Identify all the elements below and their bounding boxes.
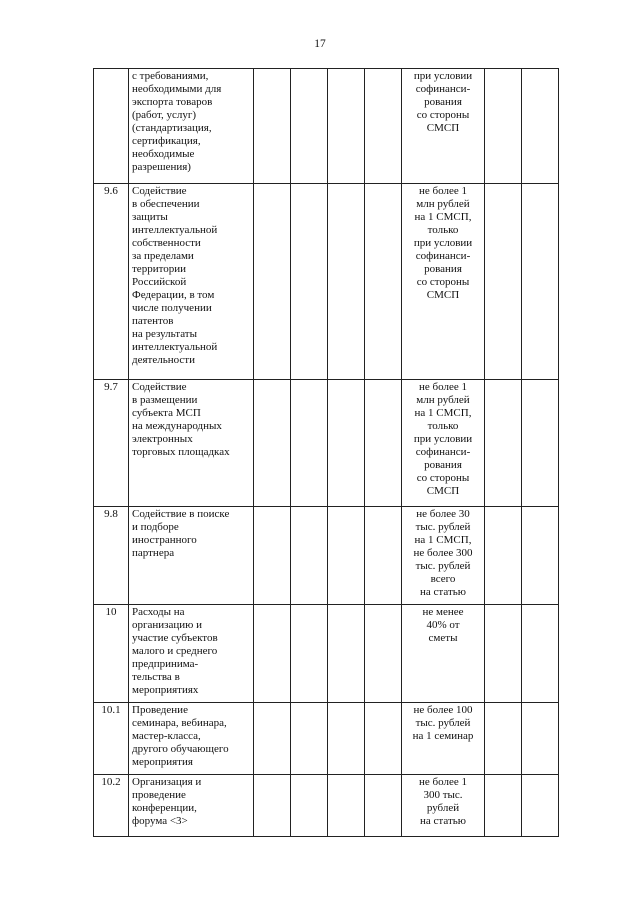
limit-line: рования <box>424 459 462 471</box>
description-line: мастер-класса, <box>132 730 201 742</box>
empty-cell <box>365 605 402 703</box>
description-line: защиты <box>132 211 168 223</box>
description-line: необходимыми для <box>132 83 222 95</box>
description-line: Организация и <box>132 776 202 788</box>
limit-line: софинанси- <box>415 250 471 262</box>
limit-cell <box>402 605 485 703</box>
description-line: Содействие <box>132 381 187 393</box>
limit-line: млн рублей <box>416 198 470 210</box>
limit-line: софинанси- <box>415 83 471 95</box>
empty-cell <box>254 380 291 507</box>
description-line: с требованиями, <box>132 70 209 82</box>
limit-line: при условии <box>413 433 473 445</box>
description-line: организацию и <box>132 619 203 631</box>
limit-line: тыс. рублей <box>415 560 471 572</box>
description-line: другого обучающего <box>132 743 229 755</box>
empty-cell <box>254 69 291 184</box>
description-line: электронных <box>132 433 193 445</box>
description-line: сертификация, <box>132 135 201 147</box>
table-row <box>94 775 559 837</box>
item-number-cell: 10.1 <box>94 703 129 775</box>
limit-line: при условии <box>413 237 473 249</box>
limit-line: СМСП <box>426 289 460 301</box>
item-number-cell: 10.2 <box>94 775 129 837</box>
description-line: в размещении <box>132 394 198 406</box>
empty-cell <box>365 69 402 184</box>
description-line: Федерации, в том <box>132 289 215 301</box>
empty-cell <box>291 69 328 184</box>
empty-cell <box>254 605 291 703</box>
empty-cell <box>365 775 402 837</box>
limit-cell <box>402 775 485 837</box>
description-line: субъекта МСП <box>132 407 201 419</box>
empty-cell <box>522 703 559 775</box>
limit-line: только <box>427 420 459 432</box>
limit-line: 300 тыс. <box>423 789 463 801</box>
limit-cell <box>402 507 485 605</box>
empty-cell <box>328 605 365 703</box>
limit-line: 40% от <box>426 619 460 631</box>
description-line: мероприятиях <box>132 684 199 696</box>
description-line: Российской <box>132 276 187 288</box>
empty-cell <box>291 184 328 380</box>
description-line: территории <box>132 263 187 275</box>
description-line: партнера <box>132 547 175 559</box>
empty-cell <box>485 605 522 703</box>
description-line: участие субъектов <box>132 632 218 644</box>
description-line: разрешения) <box>132 161 191 173</box>
description-line: экспорта товаров <box>132 96 213 108</box>
description-line: форума <3> <box>132 815 188 827</box>
empty-cell <box>365 184 402 380</box>
table-row <box>94 507 559 605</box>
description-line: Содействие в поиске <box>132 508 230 520</box>
limit-cell <box>402 184 485 380</box>
limit-line: не более 300 <box>413 547 473 559</box>
table-body <box>94 69 559 837</box>
limit-cell <box>402 380 485 507</box>
description-line: собственности <box>132 237 201 249</box>
empty-cell <box>365 507 402 605</box>
description-line: конференции, <box>132 802 197 814</box>
table-row <box>94 380 559 507</box>
limit-line: на 1 СМСП, <box>414 407 472 419</box>
item-number-cell: 10 <box>94 605 129 703</box>
limit-line: рования <box>424 263 462 275</box>
empty-cell <box>291 605 328 703</box>
empty-cell <box>254 775 291 837</box>
empty-cell <box>254 507 291 605</box>
empty-cell <box>522 69 559 184</box>
empty-cell <box>365 703 402 775</box>
description-line: предпринима- <box>132 658 199 670</box>
limit-line: СМСП <box>426 122 460 134</box>
empty-cell <box>328 69 365 184</box>
table-row <box>94 703 559 775</box>
limit-line: рублей <box>426 802 460 814</box>
description-line: за пределами <box>132 250 194 262</box>
limit-line: со стороны <box>416 472 470 484</box>
limit-line: всего <box>430 573 456 585</box>
empty-cell <box>291 775 328 837</box>
empty-cell <box>291 703 328 775</box>
description-cell <box>129 507 254 605</box>
limit-line: софинанси- <box>415 446 471 458</box>
budget-table <box>93 68 559 837</box>
description-cell <box>129 605 254 703</box>
description-line: иностранного <box>132 534 197 546</box>
description-line: семинара, вебинара, <box>132 717 227 729</box>
limit-line: СМСП <box>426 485 460 497</box>
description-cell <box>129 69 254 184</box>
description-line: малого и среднего <box>132 645 218 657</box>
table-row <box>94 69 559 184</box>
limit-line: не более 1 <box>419 776 467 788</box>
description-line: проведение <box>132 789 186 801</box>
empty-cell <box>365 380 402 507</box>
page-number: 17 <box>314 38 326 50</box>
empty-cell <box>291 380 328 507</box>
limit-line: не более 1 <box>419 381 467 393</box>
description-line: Содействие <box>132 185 187 197</box>
empty-cell <box>254 703 291 775</box>
limit-line: не более 100 <box>413 704 473 716</box>
description-line: на результаты <box>132 328 197 340</box>
empty-cell <box>328 507 365 605</box>
empty-cell <box>485 184 522 380</box>
limit-line: на статью <box>420 586 466 598</box>
limit-line: не менее <box>422 606 464 618</box>
description-line: необходимые <box>132 148 195 160</box>
empty-cell <box>522 507 559 605</box>
empty-cell <box>522 605 559 703</box>
empty-cell <box>485 703 522 775</box>
table-row <box>94 605 559 703</box>
empty-cell <box>485 380 522 507</box>
limit-line: тыс. рублей <box>415 521 471 533</box>
description-line: тельства в <box>132 671 180 683</box>
description-cell <box>129 184 254 380</box>
limit-line: на 1 СМСП, <box>414 211 472 223</box>
item-number-cell: 9.7 <box>94 380 129 507</box>
description-line: в обеспечении <box>132 198 200 210</box>
description-line: патентов <box>132 315 174 327</box>
description-line: Расходы на <box>132 606 185 618</box>
item-number-cell <box>94 69 129 184</box>
description-cell <box>129 775 254 837</box>
limit-cell <box>402 703 485 775</box>
limit-line: на 1 СМСП, <box>414 534 472 546</box>
empty-cell <box>485 69 522 184</box>
limit-line: не более 1 <box>419 185 467 197</box>
limit-line: рования <box>424 96 462 108</box>
empty-cell <box>485 775 522 837</box>
description-cell <box>129 380 254 507</box>
empty-cell <box>291 507 328 605</box>
item-number-cell: 9.8 <box>94 507 129 605</box>
empty-cell <box>254 184 291 380</box>
limit-line: только <box>427 224 459 236</box>
empty-cell <box>522 380 559 507</box>
description-line: числе получении <box>132 302 212 314</box>
description-line: торговых площадках <box>132 446 230 458</box>
limit-line: со стороны <box>416 109 470 121</box>
limit-line: со стороны <box>416 276 470 288</box>
empty-cell <box>328 184 365 380</box>
table-row <box>94 184 559 380</box>
empty-cell <box>328 380 365 507</box>
empty-cell <box>328 703 365 775</box>
item-number-cell: 9.6 <box>94 184 129 380</box>
empty-cell <box>522 184 559 380</box>
description-cell <box>129 703 254 775</box>
description-line: деятельности <box>132 354 195 366</box>
limit-line: на статью <box>420 815 466 827</box>
description-line: и подборе <box>132 521 179 533</box>
empty-cell <box>485 507 522 605</box>
limit-line: не более 30 <box>416 508 470 520</box>
description-line: интеллектуальной <box>132 341 218 353</box>
empty-cell <box>328 775 365 837</box>
description-line: (стандартизация, <box>132 122 212 134</box>
limit-line: сметы <box>428 632 458 644</box>
limit-line: млн рублей <box>416 394 470 406</box>
limit-line: на 1 семинар <box>412 730 474 742</box>
empty-cell <box>522 775 559 837</box>
description-line: на международных <box>132 420 222 432</box>
description-line: интеллектуальной <box>132 224 218 236</box>
limit-line: при условии <box>413 70 473 82</box>
description-line: Проведение <box>132 704 188 716</box>
limit-line: тыс. рублей <box>415 717 471 729</box>
limit-cell <box>402 69 485 184</box>
description-line: (работ, услуг) <box>132 109 197 121</box>
description-line: мероприятия <box>132 756 193 768</box>
